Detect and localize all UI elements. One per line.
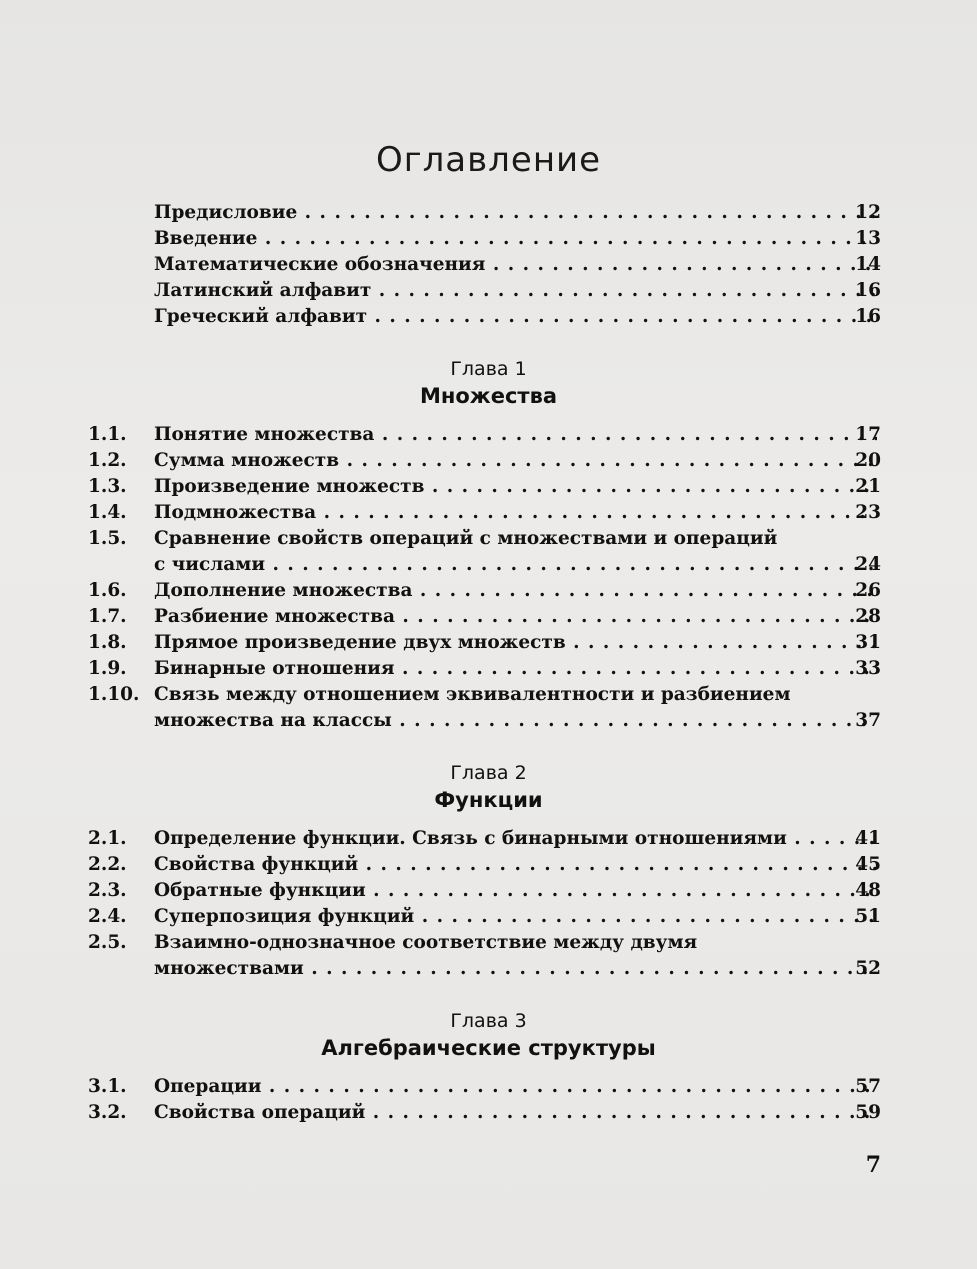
toc-entry: [0, 708, 977, 734]
entry-page: 45: [855, 854, 881, 875]
entry-page: 12: [855, 202, 881, 223]
toc-entry: [0, 656, 977, 682]
entry-title: Греческий алфавит . . .: [154, 304, 877, 330]
entry-title: Подмножества . . .: [154, 500, 877, 526]
toc-entry: [0, 252, 977, 278]
entry-page: 16: [855, 306, 881, 327]
page-title: Оглавление: [375, 140, 602, 180]
section-number: 1.9.: [88, 658, 127, 679]
section-number: 1.7.: [88, 606, 127, 627]
page-number: 7: [865, 1152, 881, 1178]
toc-entry: [0, 448, 977, 474]
section-number: 3.1.: [88, 1076, 127, 1097]
entry-page: 57: [855, 1076, 881, 1097]
toc-entry: [0, 578, 977, 604]
entry-title: Разбиение множества . . .: [154, 604, 877, 630]
section-number: 2.5.: [88, 932, 127, 953]
toc-entry: [0, 278, 977, 304]
entry-title: Предисловие . . .: [154, 200, 877, 226]
entry-page: 28: [855, 606, 881, 627]
entry-title: Введение . . .: [154, 226, 877, 252]
section-number: 2.2.: [88, 854, 127, 875]
section-number: 2.3.: [88, 880, 127, 901]
entry-title: Латинский алфавит . . .: [154, 278, 877, 304]
entry-page: 21: [855, 476, 881, 497]
entry-page: 14: [855, 254, 881, 275]
toc-entry: [0, 852, 977, 878]
toc-entry: [0, 1100, 977, 1126]
entry-page: 17: [855, 424, 881, 445]
toc-entry: [0, 1074, 977, 1100]
entry-title: Взаимно-однозначное соответствие между двумя: [154, 932, 698, 953]
entry-title: с числами . . .: [154, 552, 877, 578]
chapter-label: Глава 1: [450, 358, 527, 380]
toc-entry: [0, 904, 977, 930]
chapter-title: Функции: [434, 788, 543, 812]
entry-title: Сравнение свойств операций с множествами и операций: [154, 528, 778, 549]
toc-entry: [0, 226, 977, 252]
entry-page: 52: [855, 958, 881, 979]
entry-page: 51: [855, 906, 881, 927]
entry-title: Связь между отношением эквивалентности и разбиением: [154, 684, 791, 705]
toc-entry: [0, 474, 977, 500]
entry-page: 24: [855, 554, 881, 575]
toc-entry: [0, 200, 977, 226]
entry-title: множества на классы . . .: [154, 708, 877, 734]
entry-title: Дополнение множества . . .: [154, 578, 877, 604]
chapter-title: Множества: [419, 384, 558, 408]
toc-entry: [0, 682, 977, 708]
entry-title: множествами . . .: [154, 956, 877, 982]
toc-entry: [0, 526, 977, 552]
section-number: 1.5.: [88, 528, 127, 549]
entry-title: Обратные функции . . .: [154, 878, 877, 904]
section-number: 2.4.: [88, 906, 127, 927]
entry-page: 37: [855, 710, 881, 731]
entry-title: Сумма множеств . . .: [154, 448, 877, 474]
entry-title: Определение функции. Связь с бинарными отношениями . . .: [154, 826, 877, 852]
section-number: 2.1.: [88, 828, 127, 849]
chapter-title: Алгебраические структуры: [321, 1036, 656, 1060]
section-number: 3.2.: [88, 1102, 127, 1123]
toc-entry: [0, 604, 977, 630]
entry-page: 41: [855, 828, 881, 849]
entry-title: Понятие множества . . .: [154, 422, 877, 448]
entry-page: 59: [855, 1102, 881, 1123]
entry-page: 23: [855, 502, 881, 523]
entry-page: 33: [855, 658, 881, 679]
entry-page: 13: [855, 228, 881, 249]
chapter-label: Глава 3: [450, 1010, 527, 1032]
entry-title: Свойства функций . . .: [154, 852, 877, 878]
section-number: 1.3.: [88, 476, 127, 497]
entry-title: Суперпозиция функций . . .: [154, 904, 877, 930]
entry-title: Математические обозначения . . .: [154, 252, 877, 278]
section-number: 1.10.: [88, 684, 140, 705]
section-number: 1.6.: [88, 580, 127, 601]
toc-entry: [0, 552, 977, 578]
entry-page: 20: [855, 450, 881, 471]
toc-entry: [0, 878, 977, 904]
toc-entry: [0, 826, 977, 852]
entry-title: Свойства операций . . .: [154, 1100, 877, 1126]
toc-entry: [0, 930, 977, 956]
toc-entry: [0, 630, 977, 656]
entry-title: Прямое произведение двух множеств . . .: [154, 630, 877, 656]
toc-entry: [0, 422, 977, 448]
chapter-label: Глава 2: [450, 762, 527, 784]
section-number: 1.1.: [88, 424, 127, 445]
entry-page: 31: [855, 632, 881, 653]
entry-page: 26: [855, 580, 881, 601]
entry-title: Бинарные отношения . . .: [154, 656, 877, 682]
section-number: 1.4.: [88, 502, 127, 523]
entry-title: Произведение множеств . . .: [154, 474, 877, 500]
section-number: 1.2.: [88, 450, 127, 471]
entry-page: 48: [855, 880, 881, 901]
toc-entry: [0, 304, 977, 330]
entry-title: Операции . . .: [154, 1074, 877, 1100]
section-number: 1.8.: [88, 632, 127, 653]
toc-entry: [0, 956, 977, 982]
entry-page: 16: [855, 280, 881, 301]
toc-entry: [0, 500, 977, 526]
